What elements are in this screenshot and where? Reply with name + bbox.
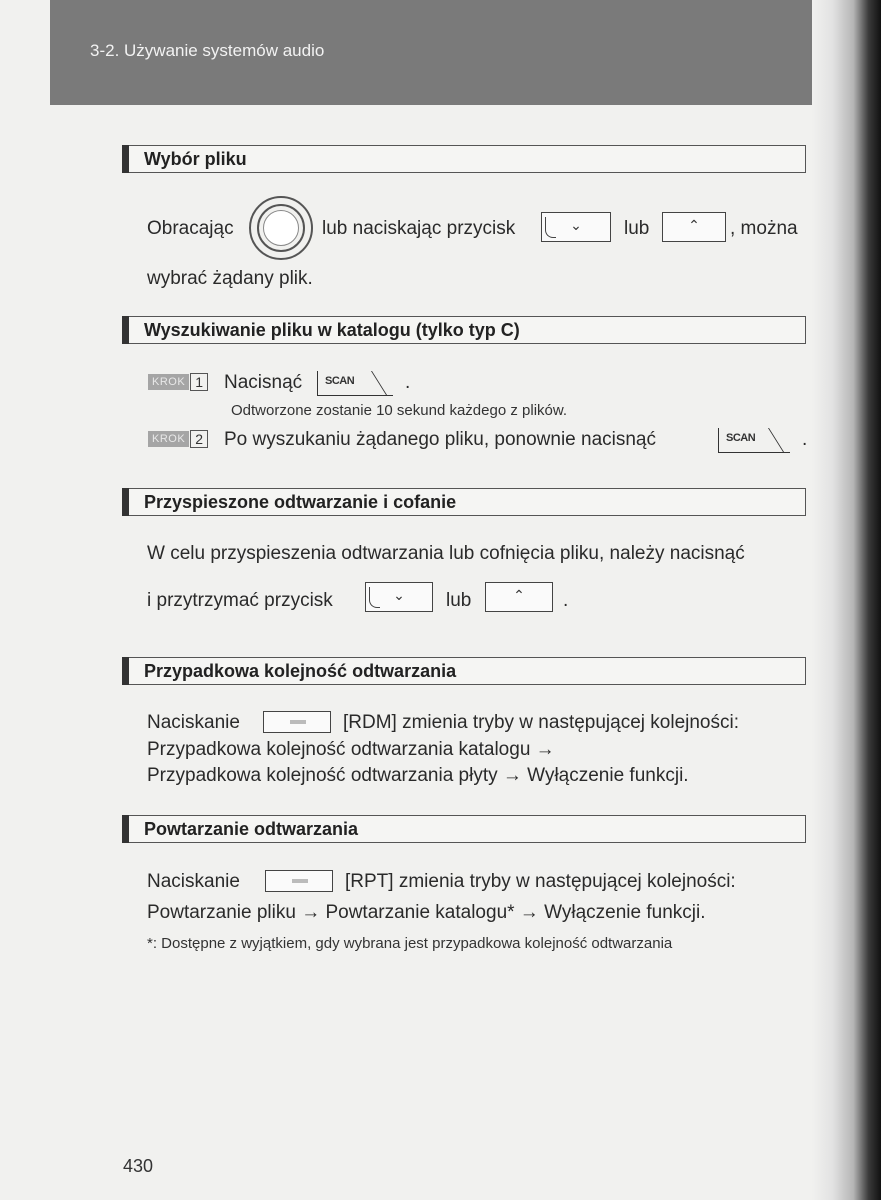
section-header-fast-forward [122,488,806,516]
text: lub [446,590,472,611]
text: . [802,429,808,450]
text: . [405,372,411,393]
page-edge-shadow [812,0,881,1200]
section-title: Wyszukiwanie pliku w katalogu (tylko typ C) [144,320,520,340]
section-title: Przypadkowa kolejność odtwarzania [144,661,457,681]
text: . [563,590,569,611]
section-title: Powtarzanie odtwarzania [144,819,359,839]
section-marker [122,316,129,344]
section-marker [122,145,129,173]
text: lub naciskając przycisk [322,218,516,239]
page-number: 430 [123,1156,154,1176]
text: Powtarzanie pliku → Powtarzanie katalogu* → Wyłączenie funkcji. [147,902,706,923]
step-badge-2: KROK 2 [148,430,208,448]
up-button-icon: ⌃ [662,212,726,242]
text: [RPT] zmienia tryby w następującej kolejności: [345,871,736,892]
rpt-button-icon [265,870,333,892]
text: Naciskanie [147,712,240,733]
section-marker [122,657,129,685]
text: wybrać żądany plik. [147,268,313,289]
down-button-icon: ⌄ [541,212,611,242]
rdm-button-icon [263,711,331,733]
section-header-repeat [122,815,806,843]
step-badge-1: KROK 1 [148,373,208,391]
text: Obracając [147,218,234,239]
chapter-title: 3-2. Używanie systemów audio [90,41,325,60]
section-marker [122,815,129,843]
text: lub [624,218,650,239]
section-header-random [122,657,806,685]
text: W celu przyspieszenia odtwarzania lub cofnięcia pliku, należy nacisnąć [147,543,745,564]
tune-knob-icon [249,196,313,260]
text: Naciskanie [147,871,240,892]
text: Nacisnąć [224,372,303,393]
step-note: Odtworzone zostanie 10 sekund każdego z plików. [231,402,568,419]
section-header-file-select [122,145,806,173]
text: Przypadkowa kolejność odtwarzania płyty → Wyłączenie funkcji. [147,765,689,786]
text: Po wyszukaniu żądanego pliku, ponownie nacisnąć [224,429,656,450]
text: Przypadkowa kolejność odtwarzania katalogu → [147,739,555,760]
scan-button-icon: SCAN [317,371,393,396]
section-title: Przyspieszone odtwarzanie i cofanie [144,492,457,512]
up-button-icon: ⌃ [485,582,553,612]
scan-button-icon: SCAN [718,428,790,453]
footnote: *: Dostępne z wyjątkiem, gdy wybrana jest przypadkowa kolejność odtwarzania [147,935,673,952]
section-marker [122,488,129,516]
text: [RDM] zmienia tryby w następującej kolejności: [343,712,739,733]
text: i przytrzymać przycisk [147,590,333,611]
down-button-icon: ⌄ [365,582,433,612]
section-title: Wybór pliku [144,149,247,169]
text: , można [730,218,798,239]
section-header-folder-search [122,316,806,344]
